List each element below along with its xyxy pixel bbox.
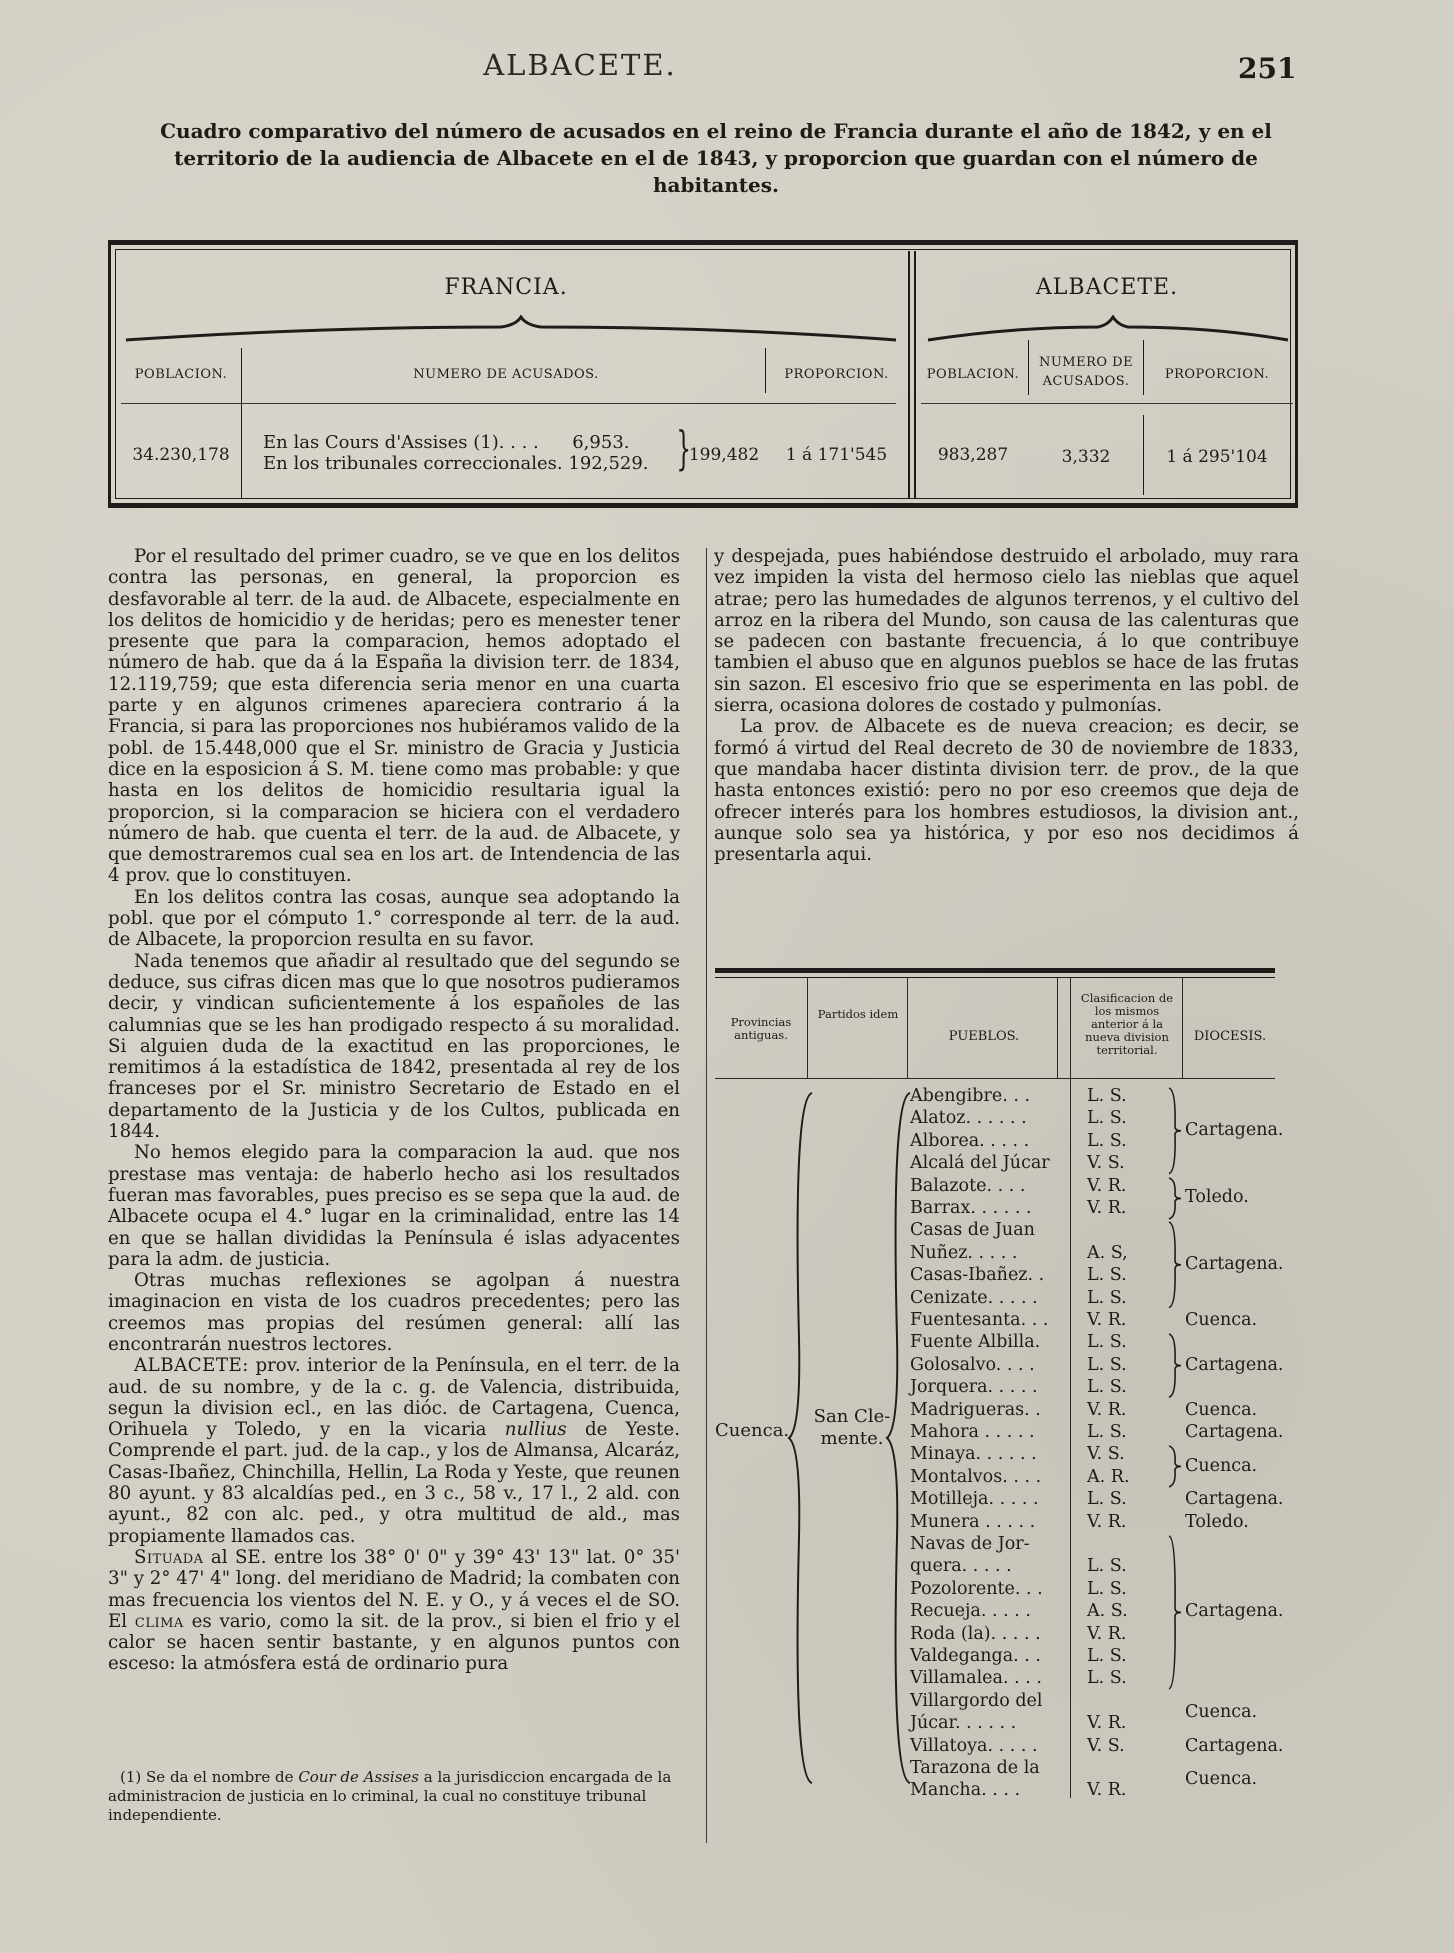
paragraph-4: No hemos elegido para la comparacion la aud. que nos prestase mas ventaja: de haberlo hecho asi los resultados fueran mas favorables, pues preciso es se sepa que la aud. de Albacete ocupa el 4.° lugar en la criminalidad, entre las 14 en que se hallan divididas la Península é islas adyacentes para la adm. de justicia. <box>108 1142 680 1270</box>
pueblo-name: Munera . . . . . <box>910 1511 1036 1532</box>
t2-divider <box>1182 978 1183 1078</box>
pueblo-name: Mahora . . . . . <box>910 1422 1035 1442</box>
pueblo-clasificacion: L. S. <box>1087 1354 1127 1375</box>
pueblo-name: Cenizate. . . . . <box>910 1287 1038 1308</box>
diocesis-label: Cartagena. <box>1185 1601 1284 1622</box>
paragraph-7 <box>108 1547 680 1675</box>
t2-divider <box>1057 978 1058 1078</box>
pueblo-clasificacion: L. S. <box>1087 1556 1127 1577</box>
group-divider <box>908 251 910 499</box>
t2-partido-line2: mente. <box>820 1428 884 1449</box>
pueblo-name: Alatoz. . . . . . <box>910 1108 1027 1129</box>
footnote-mark: (1) <box>120 1768 142 1786</box>
pueblo-name: Tarazona de la <box>910 1758 1040 1778</box>
pueblo-name: Fuentesanta. . . <box>910 1310 1049 1330</box>
pueblo-name: Madrigueras. . <box>910 1399 1041 1420</box>
t2-divider <box>1070 978 1071 1798</box>
paragraph-5: Otras muchas reflexiones se agolpan á nuestra imaginacion en vista de los cuadros precedentes; pero las creemos mas propias del resúmen general: allí las encontrarán nuestros lectores. <box>108 1270 680 1355</box>
pueblo-name: Casas de Juan <box>910 1220 1035 1241</box>
paragraph-2: En los delitos contra las cosas, aunque sea adoptando la pobl. que por el cómputo 1.° corresponde al terr. de la aud. de Albacete, la proporcion resulta en su favor. <box>108 886 680 951</box>
francia-brace: } <box>676 421 691 475</box>
header-albacete-poblacion: POBLACION. <box>926 367 1020 382</box>
pueblo-name: Abengibre. . . <box>910 1086 1031 1106</box>
pueblo-name: Villamalea. . . . <box>910 1668 1042 1689</box>
diocesis-brace <box>1167 1220 1183 1310</box>
pueblo-name: Balazote. . . . <box>910 1175 1026 1196</box>
pueblo-clasificacion: V. S. <box>1087 1735 1125 1756</box>
header-albacete-proporcion: PROPORCION. <box>1164 367 1270 382</box>
pueblo-name: Navas de Jor- <box>910 1534 1030 1554</box>
diocesis-label: Toledo. <box>1185 1511 1249 1532</box>
francia-cours-value: 6,953. <box>572 432 630 453</box>
pueblo-clasificacion: L. S. <box>1087 1287 1127 1308</box>
francia-tribunales-label: En los tribunales correccionales. <box>263 453 563 474</box>
pueblo-name: Fuente Albilla. <box>910 1332 1041 1353</box>
right-paragraph-1: y despejada, pues habiéndose destruido el arbolado, muy rara vez impiden la vista del hermoso cielo las nieblas que aquel atrae; pero las humedades de algunos terrenos, y el cultivo del arroz en la ribera del Mundo, son causa de las calenturas que se padecen con bastante frecuencia, á lo que contribuye tambien el abuso que en algunos pueblos se hace de las frutas sin sazon. El escesivo frio que se esperimenta en las pobl. de sierra, ocasiona dolores de costado y pulmonías. <box>714 546 1299 717</box>
diocesis-label: Cuenca. <box>1185 1399 1258 1420</box>
col-divider <box>1143 415 1144 495</box>
table2-top-rule-thin <box>715 977 1275 978</box>
francia-curly-rule <box>121 315 901 345</box>
pueblo-name: Casas-Ibañez. . <box>910 1265 1045 1286</box>
pueblo-clasificacion: V. R. <box>1087 1310 1127 1330</box>
diocesis-label: Cuenca. <box>1185 1769 1258 1790</box>
pueblo-clasificacion: L. S. <box>1087 1489 1127 1510</box>
paragraph-6-end: de Yeste. Comprende el part. jud. de la cap., y los de Almansa, Alcaráz, Casas-Ibañez, Chinchilla, Hellin, La Roda y Yeste, que reunen 80 ayunt. y 83 alcaldías ped., en 3 c., 58 v., 17 l., 2 ald. con ayunt., 82 con alc. ped., y otra multitud de ald., mas propiamente llamados cas. <box>108 1419 680 1547</box>
pueblo-clasificacion: V. S. <box>1087 1444 1125 1465</box>
right-column <box>714 546 1299 865</box>
t2-divider <box>907 978 908 1078</box>
paragraph-6 <box>108 1355 680 1547</box>
footnote-text-a: Se da el nombre de <box>146 1768 294 1786</box>
diocesis-label: Cartagena. <box>1185 1489 1284 1510</box>
pueblo-clasificacion: L. S. <box>1087 1668 1127 1689</box>
albacete-poblacion: 983,287 <box>937 445 1009 465</box>
nullius-italic: nullius <box>504 1419 567 1441</box>
diocesis-label: Cartagena. <box>1185 1735 1284 1756</box>
francia-proporcion: 1 á 171'545 <box>785 445 888 465</box>
pueblo-clasificacion: V. R. <box>1087 1511 1127 1532</box>
clima-smallcaps: clima <box>134 1610 184 1632</box>
group-francia: FRANCIA. <box>444 275 568 300</box>
diocesis-brace <box>1167 1332 1183 1399</box>
pueblo-clasificacion: A. S. <box>1087 1601 1128 1622</box>
albacete-acusados: 3,332 <box>1061 447 1111 467</box>
right-paragraph-2: La prov. de Albacete es de nueva creacion; es decir, se formó á virtud del Real decreto de 30 de noviembre de 1833, que mandaba hacer distinta division terr. de prov., de la que hasta entonces existió: pero no por eso creemos que deja de ofrecer interés para los hombres estudiosos, la division ant., aunque solo sea ya histórica, y por eso nos decidimos á presentarla aqui. <box>714 716 1299 866</box>
francia-cours-label: En las Cours d'Assises (1). . . . <box>263 432 539 453</box>
pueblo-name: Alcalá del Júcar <box>910 1153 1050 1174</box>
diocesis-label: Toledo. <box>1185 1187 1249 1207</box>
t2-header-rule <box>715 1078 1275 1079</box>
pueblo-name: Alborea. . . . . <box>910 1130 1030 1151</box>
diocesis-label: Cartagena. <box>1185 1355 1284 1375</box>
pueblo-clasificacion: V. S. <box>1087 1153 1125 1174</box>
pueblo-name: Recueja. . . . . <box>910 1601 1031 1622</box>
comparison-table <box>108 240 1298 508</box>
diocesis-brace <box>1167 1534 1183 1691</box>
pueblo-clasificacion: L. S. <box>1087 1646 1127 1666</box>
running-title: ALBACETE. <box>483 48 677 82</box>
pueblo-clasificacion: L. S. <box>1087 1086 1127 1106</box>
paragraph-7-end: es vario, como la sit. de la prov., si bien el frio y el calor se hacen sentir bastante, y en algunos puntos con esceso: la atmósfera está de ordinario pura <box>108 1610 680 1675</box>
header-francia-acusados: NUMERO DE ACUSADOS. <box>413 367 599 382</box>
pueblo-clasificacion: L. S. <box>1087 1108 1127 1129</box>
diocesis-label: Cuenca. <box>1185 1702 1258 1723</box>
albacete-curly-rule <box>923 315 1293 345</box>
pueblo-name: Roda (la). . . . . <box>910 1623 1041 1644</box>
table2-top-rule <box>715 968 1275 973</box>
footnote-text-b: a la jurisdiccion encargada de la administracion de justicia en lo criminal, la cual no constituye tribunal independiente. <box>108 1768 672 1824</box>
t2-header-pueblos: PUEBLOS. <box>948 1029 1020 1044</box>
pueblo-name: Valdeganga. . . <box>910 1646 1041 1666</box>
pueblo-clasificacion: V. R. <box>1087 1175 1127 1196</box>
pueblo-name: Barrax. . . . . . <box>910 1198 1032 1218</box>
header-albacete-acusados: NUMERO DE ACUSADOS. <box>1038 355 1134 389</box>
header-rule <box>921 403 1293 404</box>
t2-header-clasificacion: Clasificacion de los mismos anterior á la nueva division territorial. <box>1080 991 1174 1057</box>
pueblo-clasificacion: V. R. <box>1087 1713 1127 1734</box>
col-divider <box>765 348 766 393</box>
diocesis-label: Cartagena. <box>1185 1422 1284 1443</box>
pueblo-clasificacion: L. S. <box>1087 1332 1127 1353</box>
pueblo-clasificacion: L. S. <box>1087 1578 1127 1599</box>
pueblo-name: Pozolorente. . . <box>910 1578 1043 1599</box>
diocesis-brace <box>1167 1444 1183 1489</box>
diocesis-brace <box>1167 1176 1183 1221</box>
division-table <box>715 968 1284 1801</box>
pueblo-clasificacion: V. R. <box>1087 1399 1127 1420</box>
albacete-lead: ALBACETE: <box>134 1355 249 1377</box>
footnote-italic: Cour de Assises <box>298 1768 419 1786</box>
diocesis-label: Cartagena. <box>1185 1254 1284 1275</box>
t2-provincia: Cuenca. <box>715 1420 790 1441</box>
francia-acusados-breakdown <box>263 432 649 474</box>
footnote <box>108 1768 680 1825</box>
pueblo-name: Minaya. . . . . . <box>910 1444 1037 1465</box>
header-rule <box>121 403 896 404</box>
pueblo-name: quera. . . . . <box>910 1556 1012 1577</box>
col-divider <box>1028 340 1029 395</box>
pueblo-clasificacion: V. R. <box>1087 1623 1127 1644</box>
albacete-proporcion: 1 á 295'104 <box>1166 447 1268 467</box>
t2-divider <box>807 978 808 1078</box>
pueblo-clasificacion: L. S. <box>1087 1377 1127 1398</box>
pueblo-clasificacion: A. S, <box>1087 1242 1128 1263</box>
paragraph-3: Nada tenemos que añadir al resultado que del segundo se deduce, sus cifras dicen mas que lo que nosotros pudieramos decir, y vindican suficientemente á los españoles de las calumnias que se les han prodigado respecto á su moralidad. Si alguien duda de la exactitud en las proporciones, le remitimos á la estadística de 1842, presentada al rey de los franceses por el Sr. ministro Secretario de Estado en el departamento de la Justicia y de los Cultos, publicada en 1844. <box>108 950 680 1143</box>
pueblo-name: Villargordo del <box>910 1690 1043 1711</box>
diocesis-label: Cartagena. <box>1185 1119 1284 1140</box>
pueblo-clasificacion: L. S. <box>1087 1422 1127 1442</box>
paragraph-6-text: prov. interior de la Península, en el terr. de la aud. de su nombre, y de la c. g. de Valencia, distribuida, segun la division ecl., en las dióc. de Cartagena, Cuenca, Orihuela y Toledo, y en la vicaria <box>108 1355 680 1441</box>
pueblo-clasificacion: L. S. <box>1087 1265 1127 1286</box>
paragraph-7-text: al SE. entre los 38° 0' 0" y 39° 43' 13" lat. 0° 35' 3" y 2° 47' 4" long. del meridiano de Madrid; la combaten con mas frecuencia los vientos del N. E. y O., y á veces el de SO. El <box>108 1546 680 1632</box>
diocesis-label: Cuenca. <box>1185 1310 1258 1331</box>
left-column <box>108 546 680 1675</box>
pueblo-clasificacion: A. R. <box>1087 1466 1130 1487</box>
pueblo-name: Júcar. . . . . . <box>910 1713 1017 1734</box>
pueblo-name: Nuñez. . . . . <box>910 1242 1018 1263</box>
group-divider <box>914 251 916 499</box>
table1-title: Cuadro comparativo del número de acusados en el reino de Francia durante el año de 1842, y en el territorio de la audiencia de Albacete en el de 1843, y proporcion que guardan con el número de habitantes. <box>160 119 1272 197</box>
t2-header-diocesis: DIOCESIS. <box>1193 1029 1267 1044</box>
diocesis-label: Cuenca. <box>1185 1455 1258 1476</box>
col-divider <box>241 348 242 498</box>
pueblo-name: Motilleja. . . . . <box>910 1489 1039 1510</box>
francia-total: 199,482 <box>688 445 760 465</box>
paragraph-1: Por el resultado del primer cuadro, se ve que en los delitos contra las personas, en general, la proporcion es desfavorable al terr. de la aud. de Albacete, especialmente en los delitos de homicidio y de heridas; pero es menester tener presente que para la comparacion, hemos adoptado el número de hab. que da á la España la division terr. de 1834, 12.119,759; que esta diferencia seria menor en una cuarta parte y en algunos crimenes apareciera contrario á la Francia, si para las proporciones nos hubiéramos valido de la pobl. de 15.448,000 que el Sr. ministro de Gracia y Justicia dice en la esposicion á S. M. tiene como mas probable: y que hasta en los delitos de homicidio resultaria igual la proporcion, si la comparacion se hiciera con el verdadero número de hab. que cuenta el terr. de la aud. de Albacete, y que demostraremos cual sea en los art. de Intendencia de las 4 prov. que lo constituyen. <box>108 546 680 887</box>
pueblo-name: Jorquera. . . . . <box>910 1377 1038 1398</box>
column-rule <box>706 548 707 1843</box>
page-number: 251 <box>1238 52 1297 85</box>
pueblo-name: Villatoya. . . . . <box>910 1735 1038 1756</box>
group-albacete: ALBACETE. <box>1035 275 1179 300</box>
pueblo-clasificacion: L. S. <box>1087 1130 1127 1151</box>
t2-partido-line1: San Cle- <box>813 1406 891 1427</box>
header-francia-proporcion: PROPORCION. <box>784 367 889 382</box>
diocesis-brace <box>1167 1086 1183 1176</box>
francia-tribunales-value: 192,529. <box>568 453 649 474</box>
pueblo-name: Golosalvo. . . . <box>910 1354 1035 1375</box>
t2-header-provincias: Provincias antiguas. <box>730 1015 792 1042</box>
situada-lead: Situada <box>134 1546 204 1568</box>
header-francia-poblacion: POBLACION. <box>134 367 228 382</box>
t2-header-partidos: Partidos idem <box>817 1007 899 1021</box>
pueblo-name: Montalvos. . . . <box>910 1466 1042 1487</box>
pueblo-name: Mancha. . . . <box>910 1780 1021 1801</box>
francia-poblacion: 34.230,178 <box>132 445 230 465</box>
pueblo-clasificacion: V. R. <box>1087 1780 1127 1801</box>
col-divider <box>1143 340 1144 395</box>
pueblo-clasificacion: V. R. <box>1087 1198 1127 1218</box>
t2-partido <box>807 1406 897 1450</box>
